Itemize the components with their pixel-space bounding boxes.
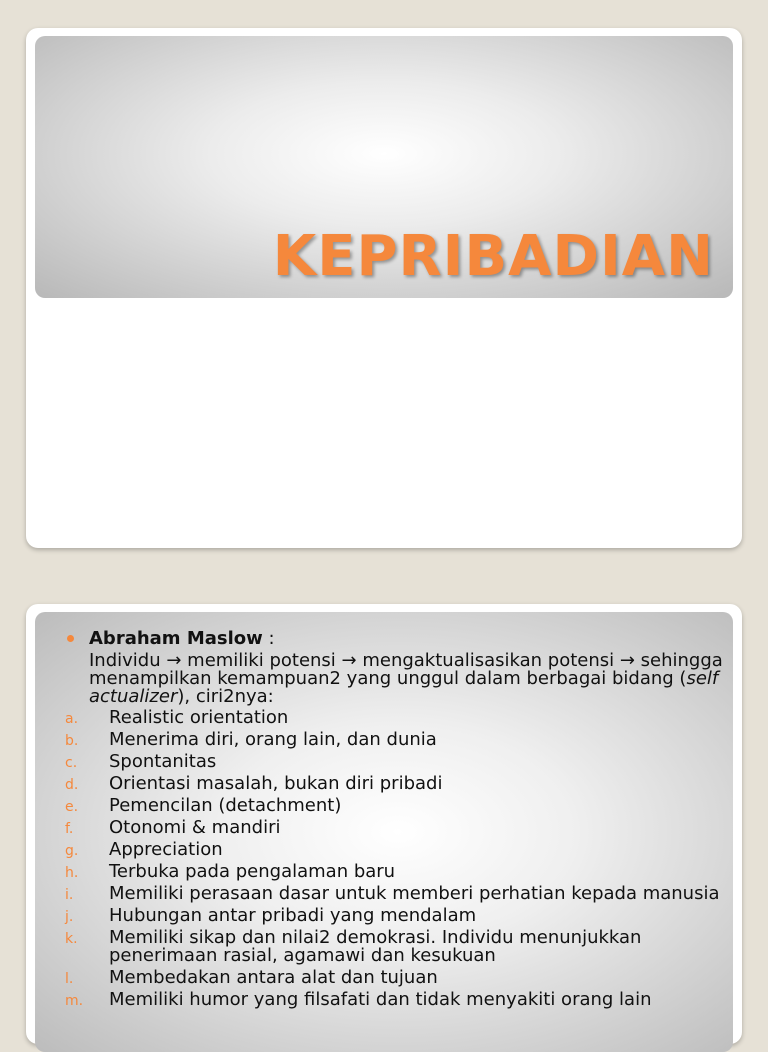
list-item [65,709,723,727]
list-item-text: Membedakan antara alat dan tujuan [109,967,438,988]
list-marker: i. [65,887,74,903]
person-name: Abraham Maslow [89,628,263,649]
slide-content [65,630,723,1013]
list-item-text: Otonomi & mandiri [109,817,281,838]
list-item-text: Realistic orientation [109,707,289,728]
intro-text-part1: Individu → memiliki potensi → mengaktualisasikan potensi → sehingga menampilkan kemampuan2 yang unggul dalam berbagai bidang ( [89,650,723,689]
list-marker: j. [65,909,74,925]
list-item-text: Memiliki perasaan dasar untuk memberi perhatian kepada manusia [109,883,720,904]
list-item-text: Terbuka pada pengalaman baru [109,861,396,882]
bullet-dot-icon [67,635,74,642]
list-marker: e. [65,799,79,815]
list-item [65,969,723,987]
list-marker: h. [65,865,79,881]
list-marker: f. [65,821,74,837]
list-item [65,753,723,771]
list-item [65,907,723,925]
list-marker: a. [65,711,79,727]
list-item [65,991,723,1009]
characteristics-list [65,709,723,1009]
bullet-item [65,630,723,648]
list-item [65,885,723,903]
slide-title: KEPRIBADIAN [272,224,714,289]
list-item [65,775,723,793]
list-item [65,841,723,859]
list-item-text: Menerima diri, orang lain, dan dunia [109,729,437,750]
list-item [65,797,723,815]
list-marker: m. [65,993,84,1009]
intro-paragraph [65,652,723,706]
list-item-text: Memiliki sikap dan nilai2 demokrasi. Individu menunjukkan penerimaan rasial, agamawi dan kesukuan [109,927,642,966]
list-marker: l. [65,971,74,987]
intro-text-part2: ), ciri2nya: [177,686,274,707]
list-item [65,929,723,965]
content-slide [26,604,742,1044]
list-item-text: Memiliki humor yang filsafati dan tidak menyakiti orang lain [109,989,652,1010]
title-slide [26,28,742,548]
list-item-text: Orientasi masalah, bukan diri pribadi [109,773,443,794]
list-item [65,863,723,881]
list-marker: g. [65,843,79,859]
list-marker: b. [65,733,79,749]
list-marker: d. [65,777,79,793]
list-item [65,731,723,749]
content-panel [35,612,733,1052]
list-item-text: Pemencilan (detachment) [109,795,342,816]
list-item [65,819,723,837]
list-item-text: Appreciation [109,839,223,860]
list-marker: c. [65,755,78,771]
list-item-text: Hubungan antar pribadi yang mendalam [109,905,477,926]
intro-italic-term: self actualizer [89,668,719,707]
name-suffix: : [262,628,275,649]
list-marker: k. [65,931,78,947]
list-item-text: Spontanitas [109,751,217,772]
